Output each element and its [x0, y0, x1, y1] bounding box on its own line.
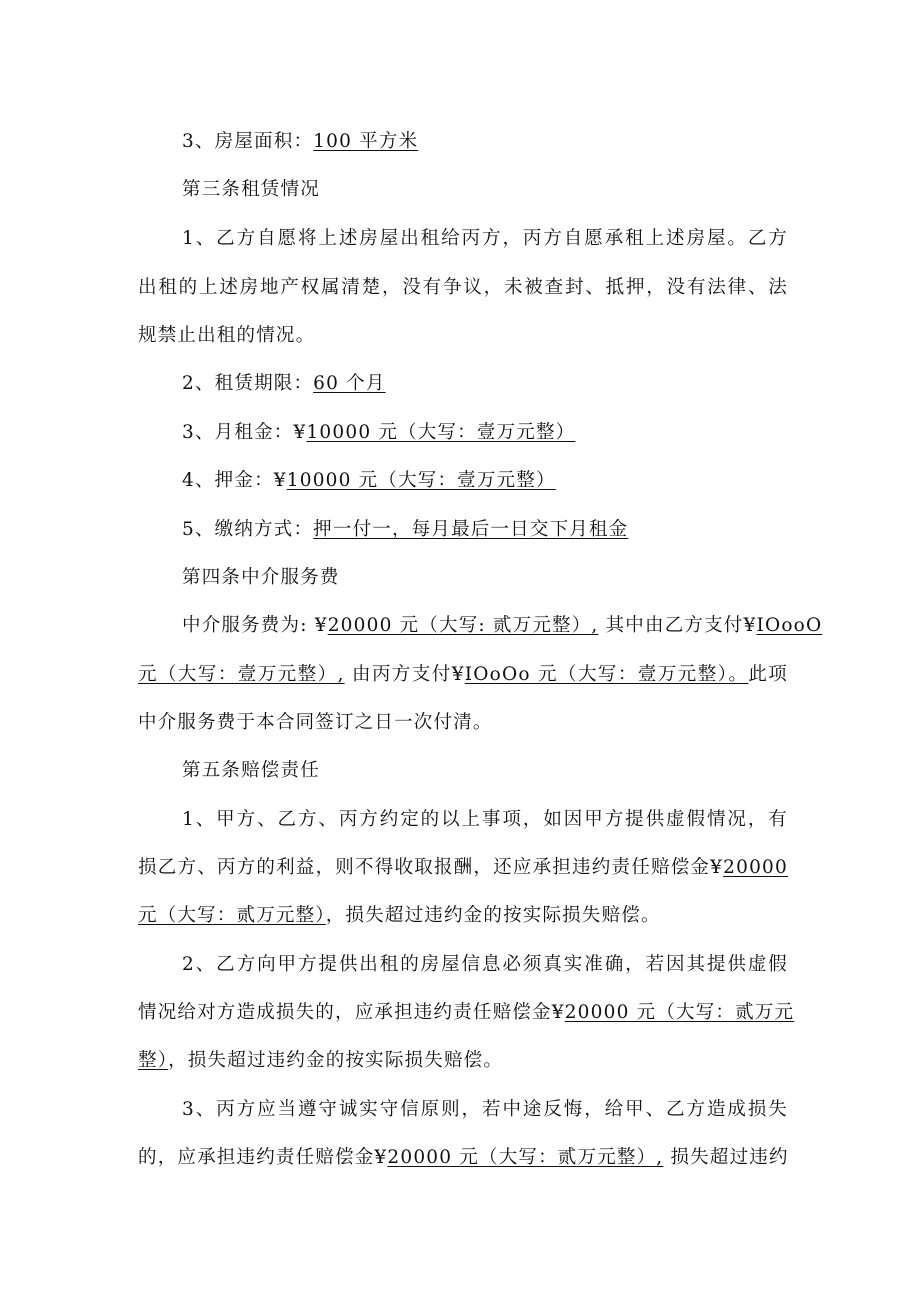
line-payment-method: 5、缴纳方式：押一付一，每月最后一日交下月租金 [182, 519, 629, 540]
line-lease-term: 2、租赁期限：60 个月 [182, 373, 386, 394]
paragraph-line: 3、丙方应当遵守诚实守信原则，若中途反悔，给甲、乙方造成损失 [182, 1099, 788, 1120]
section-heading-5: 第五条赔偿责任 [182, 760, 320, 781]
paragraph-line: 中介服务费于本合同签订之日一次付清。 [138, 712, 493, 733]
section-heading-4: 第四条中介服务费 [182, 567, 340, 588]
paragraph-line: 整），损失超过违约金的按实际损失赔偿。 [138, 1050, 504, 1071]
line-deposit: 4、押金：¥10000 元（大写：壹万元整） [182, 470, 556, 491]
paragraph-line: 元（大写：贰万元整），损失超过违约金的按实际损失赔偿。 [138, 905, 661, 926]
section-heading-3: 第三条租赁情况 [182, 179, 320, 200]
line-monthly-rent: 3、月租金：¥10000 元（大写：壹万元整） [182, 422, 576, 443]
paragraph-line: 规禁止出租的情况。 [138, 325, 316, 346]
paragraph-line: 出租的上述房地产权属清楚，没有争议，未被查封、抵押，没有法律、法 [138, 277, 788, 298]
paragraph-line: 元（大写：壹万元整）, 由丙方支付¥IOoOo 元（大写：壹万元整）。此项 [138, 664, 788, 685]
paragraph-line: 中介服务费为: ¥20000 元（大写: 贰万元整）, 其中由乙方支付¥IOooO [182, 615, 823, 636]
paragraph-line: 的，应承担违约责任赔偿金¥20000 元（大写：贰万元整）, 损失超过违约 [138, 1147, 789, 1168]
line-area: 3、房屋面积：100 平方米 [182, 131, 419, 152]
paragraph-line: 1、乙方自愿将上述房屋出租给丙方，丙方自愿承租上述房屋。乙方 [182, 228, 788, 249]
paragraph-line: 1、甲方、乙方、丙方约定的以上事项，如因甲方提供虚假情况，有 [182, 809, 788, 830]
paragraph-line: 情况给对方造成损失的，应承担违约责任赔偿金¥20000 元（大写：贰万元 [138, 1002, 795, 1023]
paragraph-line: 损乙方、丙方的利益，则不得收取报酬，还应承担违约责任赔偿金¥20000 [138, 857, 788, 878]
paragraph-line: 2、乙方向甲方提供出租的房屋信息必须真实准确，若因其提供虚假 [182, 954, 788, 975]
